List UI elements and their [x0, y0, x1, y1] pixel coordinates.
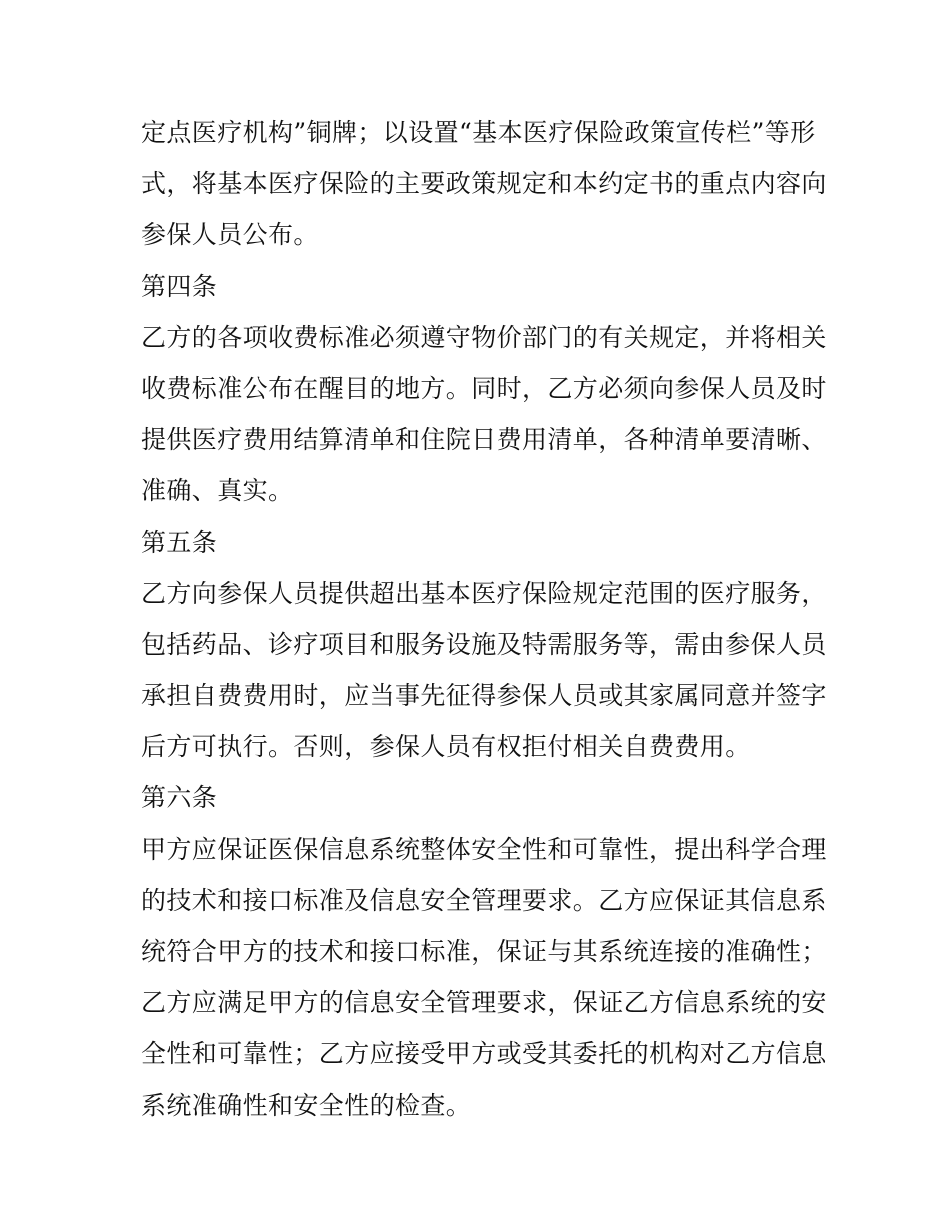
text-line: 式，将基本医疗保险的主要政策规定和本约定书的重点内容向 [141, 169, 827, 199]
text-line: 收费标准公布在醒目的地方。同时，乙方必须向参保人员及时 [141, 373, 827, 403]
text-line: 系统准确性和安全性的检查。 [141, 1090, 472, 1120]
text-line: 包括药品、诊疗项目和服务设施及特需服务等，需由参保人员 [141, 629, 827, 659]
article-heading: 第五条 [141, 527, 218, 557]
article-heading: 第六条 [141, 783, 218, 813]
text-line: 甲方应保证医保信息系统整体安全性和可靠性，提出科学合理 [141, 834, 827, 864]
text-line: 乙方的各项收费标准必须遵守物价部门的有关规定，并将相关 [141, 322, 827, 352]
text-line: 提供医疗费用结算清单和住院日费用清单，各种清单要清晰、 [141, 425, 827, 455]
text-line: 定点医疗机构”铜牌；以设置“基本医疗保险政策宣传栏”等形 [141, 118, 816, 147]
text-line: 的技术和接口标准及信息安全管理要求。乙方应保证其信息系 [141, 885, 827, 915]
text-line: 乙方应满足甲方的信息安全管理要求，保证乙方信息系统的安 [141, 988, 827, 1018]
article-heading: 第四条 [141, 271, 218, 301]
text-line: 乙方向参保人员提供超出基本医疗保险规定范围的医疗服务， [141, 578, 827, 608]
document-body [141, 107, 827, 1131]
text-line: 全性和可靠性；乙方应接受甲方或受其委托的机构对乙方信息 [141, 1039, 827, 1069]
text-line: 准确、真实。 [141, 476, 294, 506]
text-line: 后方可执行。否则，参保人员有权拒付相关自费费用。 [141, 732, 751, 762]
text-line: 承担自费费用时，应当事先征得参保人员或其家属同意并签字 [141, 681, 827, 711]
text-line: 统符合甲方的技术和接口标准，保证与其系统连接的准确性； [141, 937, 827, 966]
text-line: 参保人员公布。 [141, 220, 319, 250]
